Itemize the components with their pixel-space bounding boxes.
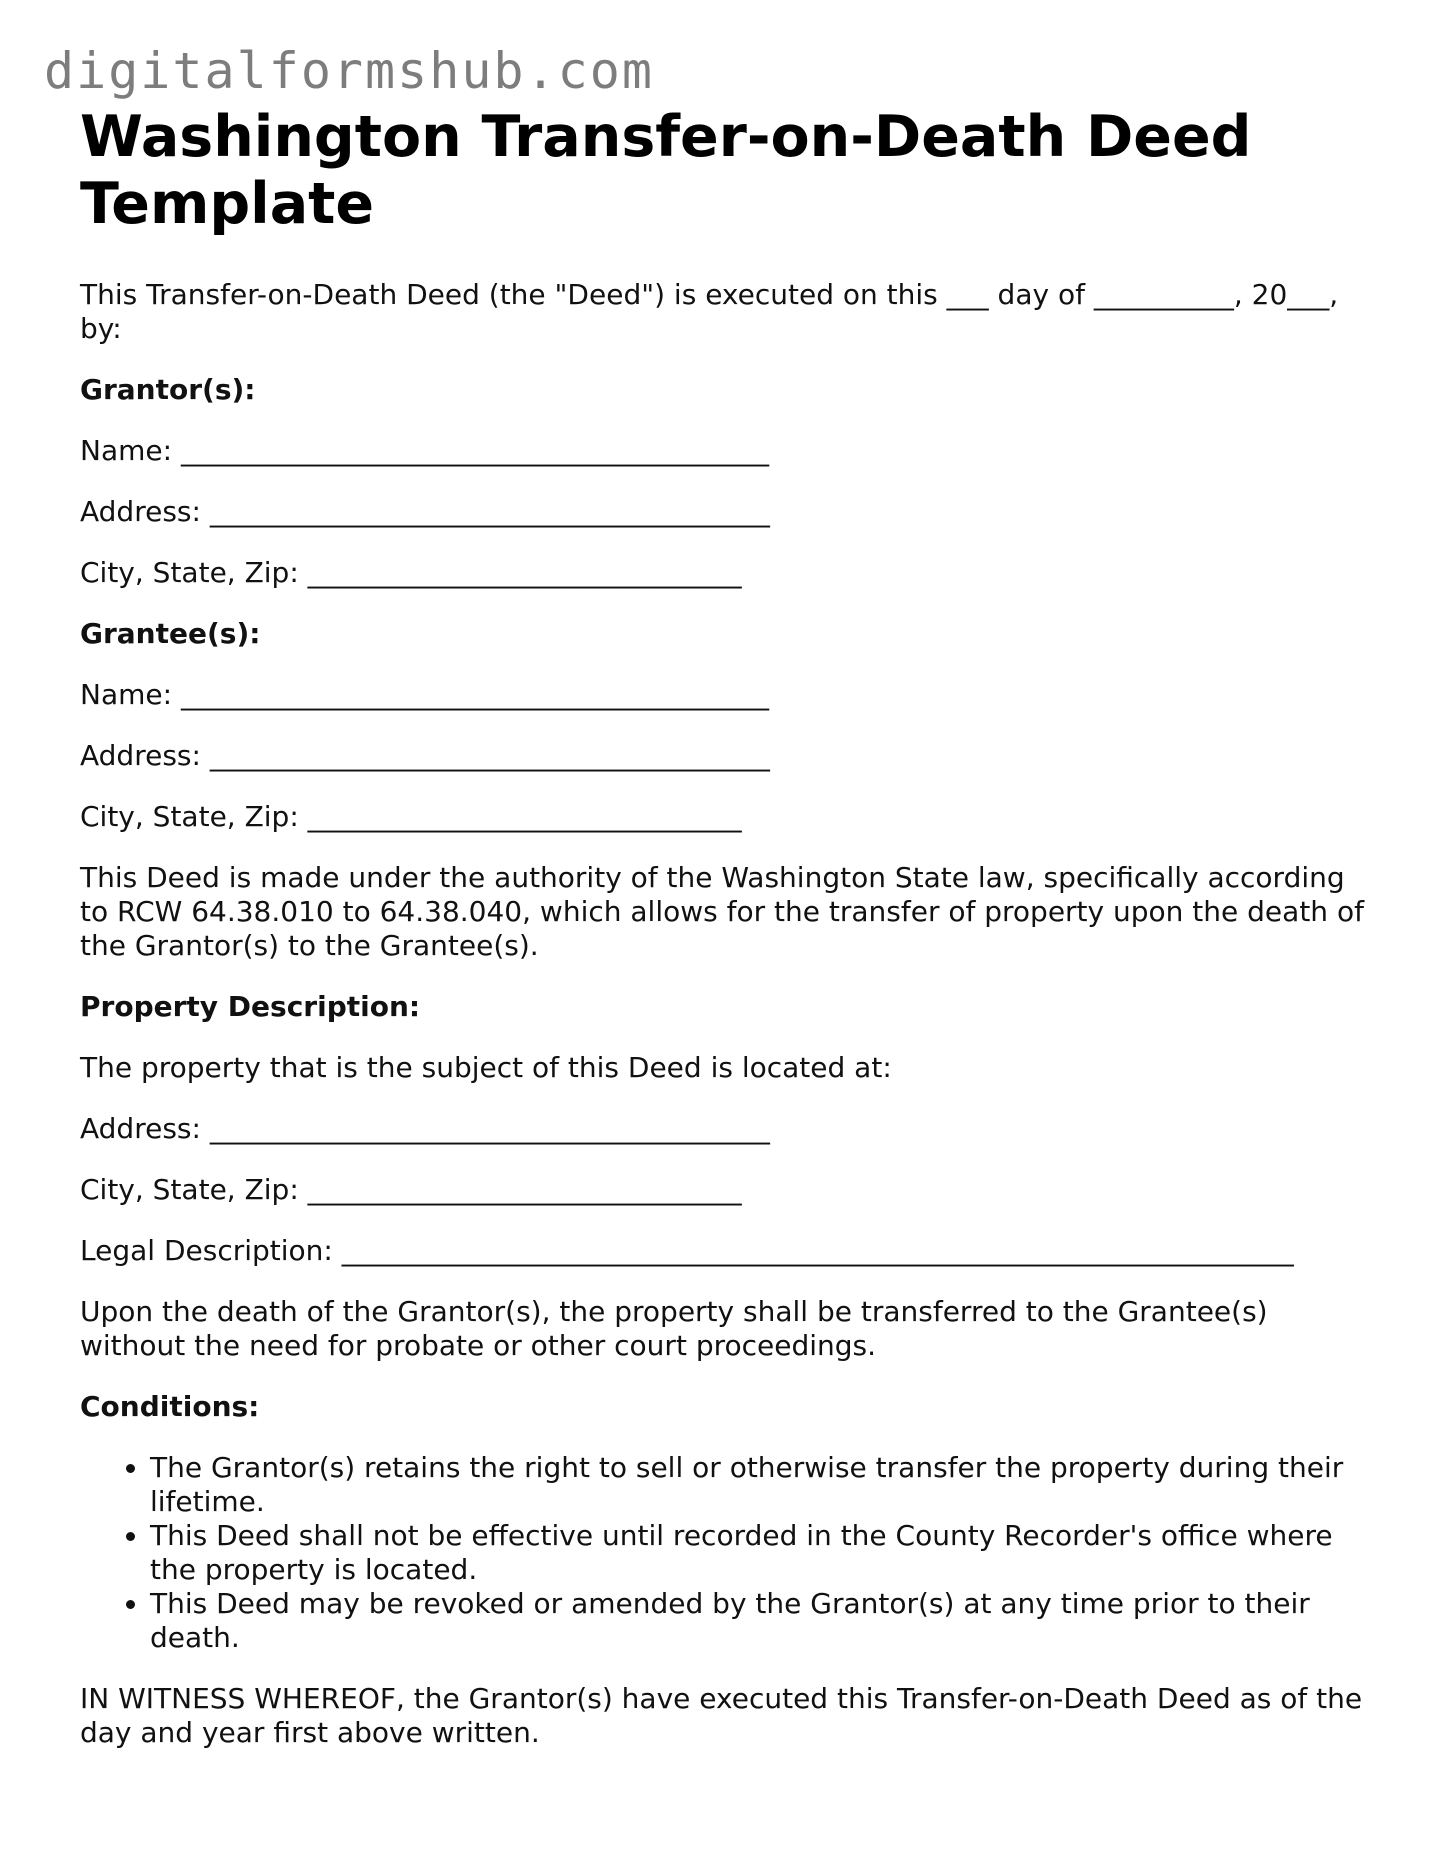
grantor-heading: Grantor(s): — [80, 373, 256, 406]
property-address-field: Address: ________________________________________ — [80, 1112, 770, 1145]
document-body — [80, 104, 1373, 1777]
grantor-name-field: Name: __________________________________________ — [80, 434, 769, 467]
property-heading: Property Description: — [80, 990, 421, 1023]
authority-paragraph: This Deed is made under the authority of the Washington State law, specifically according to RCW 64.38.010 to 64.38.040, which allows for the transfer of property upon the death of the Grantor(s) to the Grantee(s). — [80, 861, 1373, 962]
intro-paragraph: This Transfer-on-Death Deed (the "Deed") is executed on this ___ day of __________, 20___, by: — [80, 278, 1348, 345]
condition-item: • This Deed may be revoked or amended by the Grantor(s) at any time prior to their death. — [150, 1587, 1370, 1655]
property-legal-field: Legal Description: ____________________________________________________________________ — [80, 1234, 1294, 1267]
witness-paragraph: IN WITNESS WHEREOF, the Grantor(s) have executed this Transfer-on-Death Deed as of the day and year first above written. — [80, 1682, 1372, 1749]
condition-item: • The Grantor(s) retains the right to sell or otherwise transfer the property during their lifetime. — [150, 1451, 1370, 1519]
site-watermark: digitalformshub.com — [44, 42, 654, 100]
grantor-city-field: City, State, Zip: _______________________________ — [80, 556, 742, 589]
conditions-heading: Conditions: — [80, 1390, 260, 1423]
grantee-name-field: Name: __________________________________________ — [80, 678, 769, 711]
grantee-city-field: City, State, Zip: _______________________________ — [80, 800, 742, 833]
grantee-heading: Grantee(s): — [80, 617, 261, 650]
document-title: Washington Transfer-on-Death Deed Template — [80, 104, 1252, 237]
condition-item: • This Deed shall not be effective until recorded in the County Recorder's office where the property is located. — [150, 1519, 1370, 1587]
transfer-paragraph: Upon the death of the Grantor(s), the property shall be transferred to the Grantee(s) without the need for probate or other court proceedings. — [80, 1295, 1277, 1362]
conditions-list — [80, 1451, 1370, 1655]
grantee-address-field: Address: ________________________________________ — [80, 739, 770, 772]
property-lead: The property that is the subject of this Deed is located at: — [80, 1051, 892, 1084]
property-city-field: City, State, Zip: _______________________________ — [80, 1173, 742, 1206]
grantor-address-field: Address: ________________________________________ — [80, 495, 770, 528]
